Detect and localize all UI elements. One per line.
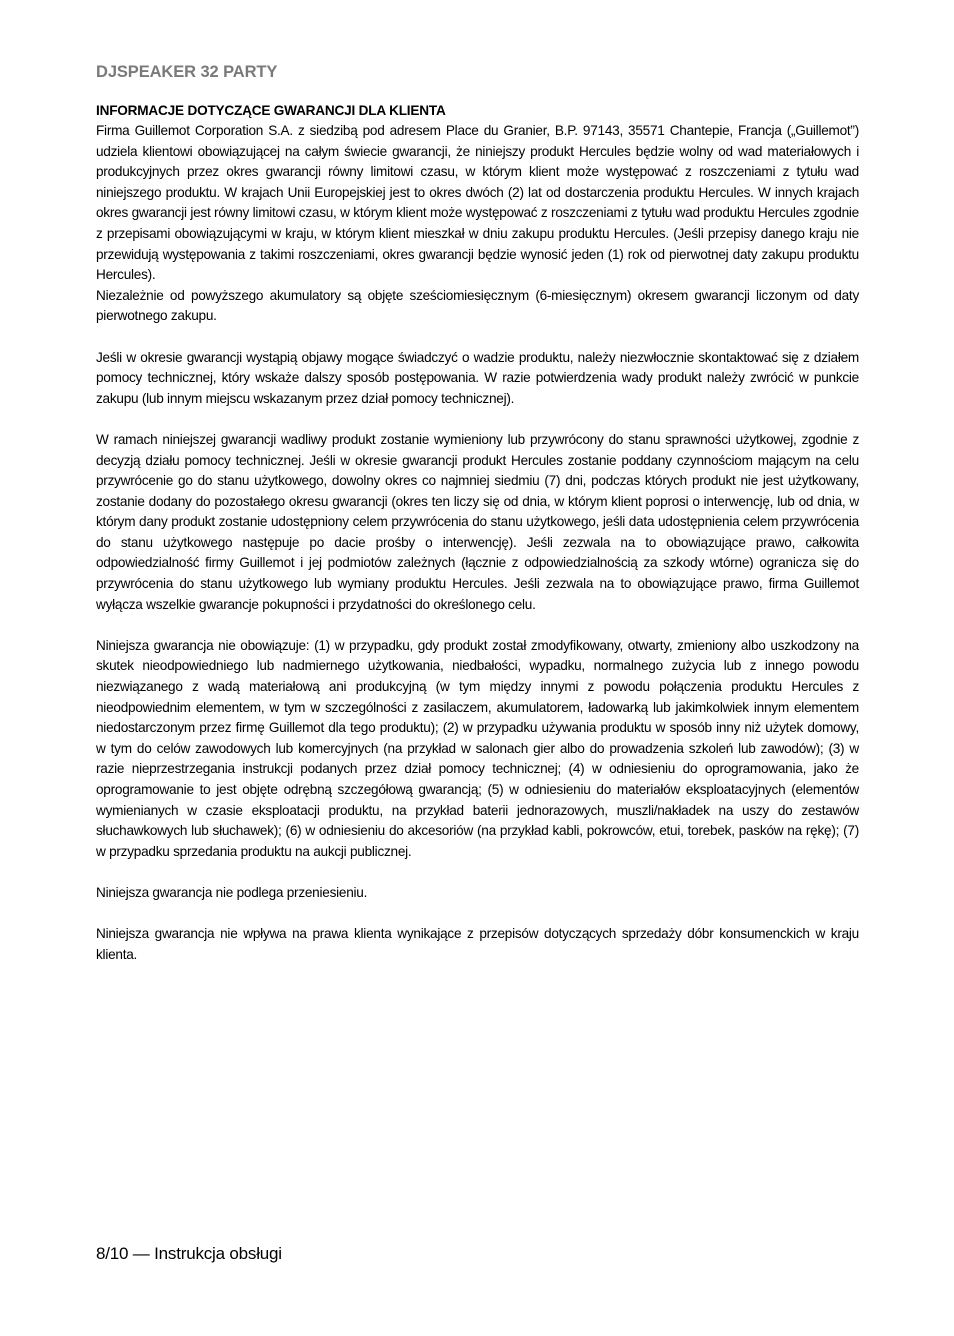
paragraph-warranty-terms: Firma Guillemot Corporation S.A. z siedzibą pod adresem Place du Granier, B.P. 97143, 35571 Chantepie, Francja („Guillemot”) udziela klientowi obowiązującej na całym świecie gwarancji, że niniejszy produkt Hercules będzie wolny od wad materiałowych i produkcyjnych przez okres gwarancji równy limitowi czasu, w którym klient może występować z roszczeniami z tytułu wad niniejszego produktu. W krajach Unii Europejskiej jest to okres dwóch (2) lat od dostarczenia produktu Hercules. W innych krajach okres gwarancji jest równy limitowi czasu, w którym klient może występować z roszczeniami z tytułu wad produktu Hercules zgodnie z przepisami obowiązującymi w kraju, w którym klient mieszkał w dniu zakupu produktu Hercules. (Jeśli przepisy danego kraju nie przewidują występowania z takimi roszczeniami, okres gwarancji będzie wynosić jeden (1) rok od pierwotnej daty zakupu produktu Hercules). [96,123,859,283]
paragraph-non-transferable: Niniejsza gwarancja nie podlega przeniesieniu. [96,884,368,900]
paragraph-defect-contact: Jeśli w okresie gwarancji wystąpią objawy mogące świadczyć o wadzie produktu, należy niezwłocznie skontaktować się z działem pomocy technicznej, który wskaże dalszy sposób postępowania. W razie potwierdzenia wady produkt należy zwrócić w punkcie zakupu (lub innym miejscu wskazanym przez dział pomocy technicznej). [96,349,859,406]
page-footer: 8/10 — Instrukcja obsługi [96,1244,282,1263]
section-heading: INFORMACJE DOTYCZĄCE GWARANCJI DLA KLIENTA [96,103,446,118]
paragraph-consumer-rights: Niniejsza gwarancja nie wpływa na prawa klienta wynikające z przepisów dotyczących sprzedaży dóbr konsumenckich w kraju klienta. [96,926,859,962]
paragraph-exclusions: Niniejsza gwarancja nie obowiązuje: (1) w przypadku, gdy produkt został zmodyfikowany, otwarty, zmieniony albo uszkodzony na skutek nieodpowiedniego lub nadmiernego użytkowania, niedbałości, wypadku, normalnego zużycia lub z innego powodu niezwiązanego z wadą materiałową ani produkcyjną (w tym między innymi z powodu połączenia produktu Hercules z nieodpowiednim elementem, w tym w szczególności z zasilaczem, akumulatorem, ładowarką lub jakimkolwiek innym elementem niedostarczonym przez firmę Guillemot dla tego produktu); (2) w przypadku używania produktu w sposób inny niż użytek domowy, w tym do celów zawodowych lub komercyjnych (na przykład w salonach gier albo do prowadzenia szkoleń lub zawodów); (3) w razie nieprzestrzegania instrukcji podanych przez dział pomocy technicznej; (4) w odniesieniu do oprogramowania, jako że oprogramowanie to jest objęte odrębną szczegółową gwarancją; (5) w odniesieniu do materiałów eksploatacyjnych (elementów wymienianych w czasie eksploatacji produktu, na przykład baterii jednorazowych, muszli/nakładek na uszy do zestawów słuchawkowych lub słuchawek); (6) w odniesieniu do akcesoriów (na przykład kabli, pokrowców, etui, torebek, pasków na rękę); (7) w przypadku sprzedania produktu na aukcji publicznej. [96,637,859,859]
product-title: DJSPEAKER 32 PARTY [96,63,278,81]
paragraph-repair-replacement: W ramach niniejszej gwarancji wadliwy produkt zostanie wymieniony lub przywrócony do stanu sprawności użytkowej, zgodnie z decyzją działu pomocy technicznej. Jeśli w okresie gwarancji produkt Hercules zostanie poddany czynnościom mającym na celu przywrócenie go do stanu użytkowego, dowolny okres co najmniej siedmiu (7) dni, podczas których produkt nie jest użytkowany, zostanie dodany do pozostałego okresu gwarancji (okres ten liczy się od dnia, w którym klient poprosi o interwencję, lub od dnia, w którym dany produkt zostanie udostępniony celem przywrócenia do stanu użytkowego, jeśli data udostępnienia celem przywrócenia do stanu użytkowego następuje po dacie prośby o interwencję). Jeśli zezwala na to obowiązujące prawo, całkowita odpowiedzialność firmy Guillemot i jej podmiotów zależnych (łącznie z odpowiedzialnością za szkody wtórne) ogranicza się do przywrócenia do stanu użytkowego lub wymiany produktu Hercules. Jeśli zezwala na to obowiązujące prawo, firma Guillemot wyłącza wszelkie gwarancje pokupności i przydatności do określonego celu. [96,431,859,612]
paragraph-battery-warranty: Niezależnie od powyższego akumulatory są objęte sześciomiesięcznym (6-miesięcznym) okresem gwarancji liczonym od daty pierwotnego zakupu. [96,287,859,324]
warranty-section [96,101,859,986]
